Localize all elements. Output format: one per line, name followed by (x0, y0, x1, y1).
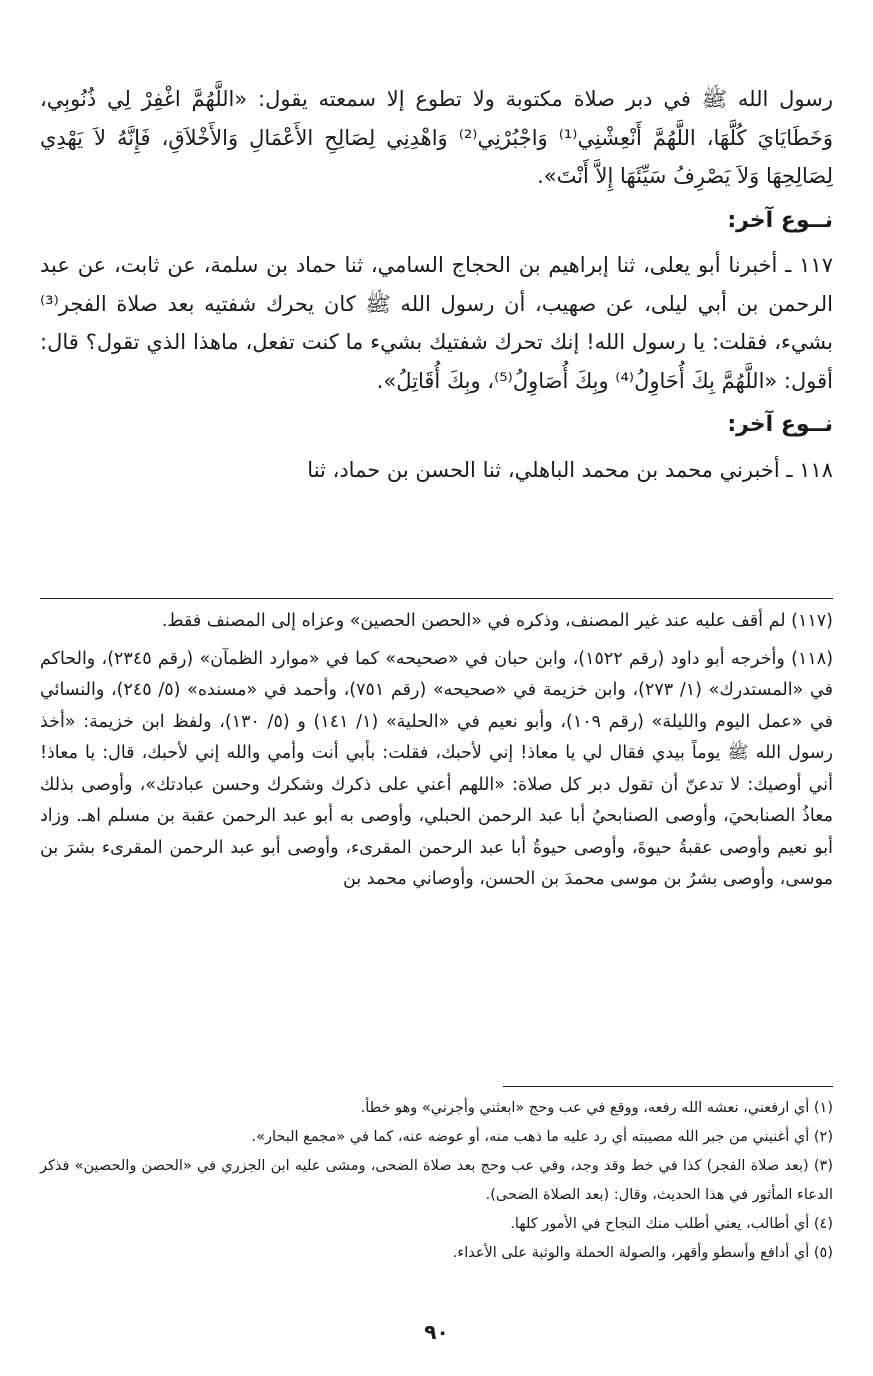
footnote-5: (٥) أي أدافع وأسطو وأقهر، والصولة الحملة والوثبة على الأعداء. (452, 1245, 833, 1261)
paragraph-hadith-end: رسول الله ﷺ في دبر صلاة مكتوبة ولا تطوع إلا سمعته يقول: «اللَّهُمَّ اغْفِرْ لِي ذُنُوبِي، وَخَطَايَايَ كُلَّهَا، اللَّهُمَّ أَنْعِشْنِي⁽¹⁾ وَاجْبُرْنِي⁽²⁾ وَاهْدِنِي لِصَالِحِ الأَعْمَالِ وَالأَخْلاَقِ، فَإِنَّهُ لاَ يَهْدِي لِصَالِحِهَا وَلاَ يَصْرِفُ سَيِّئَهَا إِلاَّ أَنْتَ». (40, 87, 833, 188)
footnote-1: (١) أي ارفعني، نعشه الله رفعه، ووقع في عب وحج «ابعثني وأجرني» وهو خطأ. (360, 1100, 833, 1116)
note-118: (١١٨) وأخرجه أبو داود (رقم ١٥٢٢)، وابن حبان في «صحيحه» كما في «موارد الظمآن» (رقم ٢٣٤٥)، والحاكم في «المستدرك» (١/ ٢٧٣)، وابن خزيمة في «صحيحه» (رقم ٧٥١)، وأحمد في «مسنده» (٥/ ٢٤٥)، والنسائي في «عمل اليوم والليلة» (رقم ١٠٩)، وأبو نعيم في «الحلية» (١/ ١٤١) و (٥/ ١٣٠)، ولفظ ابن خزيمة: «أخذ رسول الله ﷺ يوماً بيدي فقال لي يا معاذ! إني لأحبك، فقلت: بأبي أنت وأمي والله إني لأحبك، قال: يا معاذ! أني أوصيك: لا تدعنّ أن تقول دبر كل صلاة: «اللهم أعني على ذكرك وشكرك وحسن عبادتك»، وأوصى بذلك معاذُ الصنابحيَ، وأوصى الصنابحيُ أبا عبد الرحمن الحبلي، وأوصى به أبو عبد الرحمن عقبة بن مسلم اهـ. وزاد أبو نعيم وأوصى عقبةُ حيوةَ، وأوصى حيوةُ أبا عبد الرحمن المقرىء، وأوصى أبو عبد الرحمن المقرىء بشرَ بن موسى، وأوصى بشرُ بن موسى محمدَ بن الحسن، وأوصاني محمد بن (40, 648, 834, 889)
paragraph-hadith-118: ١١٨ ـ أخبرني محمد بن محمد الباهلي، ثنا الحسن بن حماد، ثنا (307, 457, 833, 482)
page-number: ٩٠ (424, 1320, 449, 1344)
separator-rule (40, 598, 833, 599)
footnote-3: (٣) (بعد صلاة الفجر) كذا في خط وقد وجد، وفي عب وحج بعد صلاة الضحى، ومشى عليه ابن الجزري في «الحصن والحصين» فذكر الدعاء المأثور في هذا الحديث، وقال: (بعد الصلاة الضحى). (40, 1158, 833, 1203)
footnote-rule (503, 1086, 833, 1087)
note-117: (١١٧) لم أقف عليه عند غير المصنف، وذكره في «الحصن الحصين» وعزاه إلى المصنف فقط. (161, 611, 833, 631)
footnote-4: (٤) أي أطالب، يعني أطلب منك النجاح في الأمور كلها. (510, 1216, 833, 1232)
paragraph-hadith-117: ١١٧ ـ أخبرنا أبو يعلى، ثنا إبراهيم بن الحجاج السامي، ثنا حماد بن سلمة، عن ثابت، عن عبد الرحمن بن أبي ليلى، عن صهيب، أن رسول الله ﷺ كان يحرك شفتيه بعد صلاة الفجر⁽³⁾ بشيء، فقلت: يا رسول الله! إنك تحرك شفتيك بشيء ما كنت تفعل، ماهذا الذي تقول؟ قال: أقول: «اللَّهُمَّ بِكَ أُحَاوِلُ⁽⁴⁾ وبِكَ أُصَاوِلُ⁽⁵⁾، وبِكَ أُقَاتِلُ». (40, 253, 833, 393)
section-heading: نــوع آخر: (727, 207, 833, 233)
section-heading: نــوع آخر: (727, 412, 833, 437)
hadith-notes (40, 606, 833, 902)
main-text (40, 80, 833, 489)
footnotes (40, 1094, 833, 1268)
footnote-2: (٢) أي أغنيني من جبر الله مصيبته أي رد عليه ما ذهب منه، أو عوضه عنه، كما في «مجمع البحار». (251, 1129, 833, 1145)
